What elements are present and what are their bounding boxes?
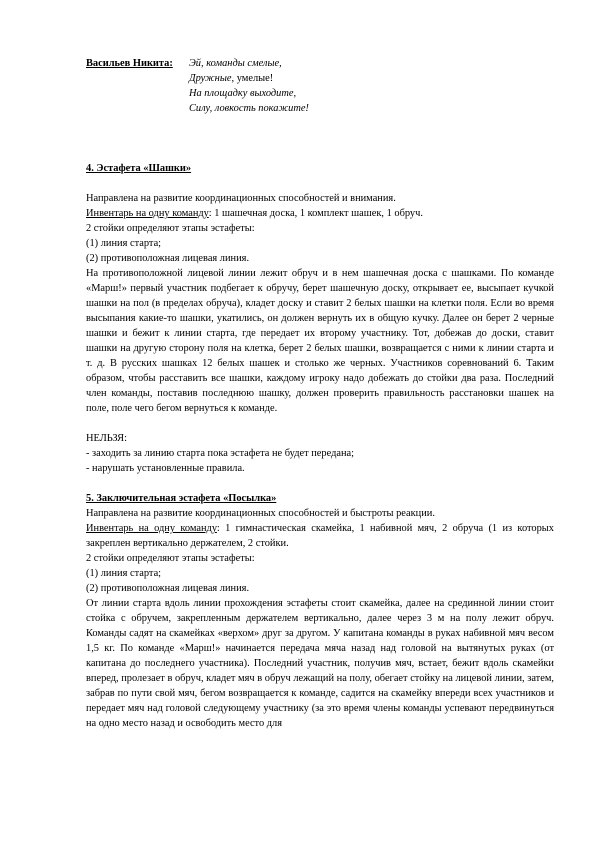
poem-line: Силу, ловкость покажите! (189, 103, 309, 114)
inventory-text: : 1 шашечная доска, 1 комплект шашек, 1 обруч. (208, 208, 423, 219)
start-line: (1) линия старта; (86, 568, 162, 579)
section-4 (86, 161, 554, 476)
start-line: (1) линия старта; (86, 238, 162, 249)
inventory-text: : 1 гимнастическая скамейка, 1 набивной мяч, 2 обруча (1 из которых закреплен вертикально держателем, 2 стойки. (86, 523, 554, 549)
description: На противоположной лицевой линии лежит обруч и в нем шашечная доска с шашками. По команде «Марш!» первый участник подбегает к обручу, берет шашечную доску, открывает ее, высыпает кучкой шашки на пол (в пределах обруча), кладет доску и ставит 2 белых шашки на клетки поля. Если во время высыпания какие-то шашки, укатились, он должен вернуть их в общую кучку. Далее он берет 2 черные шашки и бежит к линии старта, где передает их второму участнику. Тот, добежав до доски, ставит шашки на другую сторону поля на клетка, берет 2 белых шашки, возвращается с ними к линии старта и т. д. В русских шашках 12 белых шашек и столько же черных. Участников соревнований 6. Таким образом, чтобы расставить все шашки, каждому игроку надо добежать до стойки два раза. Последний член команды, поставив последнюю шашку, должен проверить правильность расстановки шашек на поле, поле чего бегом вернуться к команде. (86, 268, 554, 414)
inventory-label: Инвентарь на одну команду (86, 208, 209, 219)
poem-line-rest: , умелые! (231, 73, 274, 84)
section-5 (86, 491, 554, 731)
purpose: Направлена на развитие координационных способностей и внимания. (86, 193, 396, 204)
forbidden-title: НЕЛЬЗЯ: (86, 433, 127, 444)
forbidden-item: - нарушать установленные правила. (86, 463, 245, 474)
stands-text: 2 стойки определяют этапы эстафеты: (86, 553, 255, 564)
stands-text: 2 стойки определяют этапы эстафеты: (86, 223, 255, 234)
inventory (86, 206, 554, 221)
description: От линии старта вдоль линии прохождения эстафеты стоит скамейка, далее на срединной линии стоит стойка с обручем, закрепленным держателем вертикально, далее через 3 м на полу лежит обруч. Команды садят на скамейках «верхом» друг за другом. У капитана команды в руках набивной мяч весом 1,5 кг. По команде «Марш!» начинается передача мяча назад над головой на вытянутых руках (от капитана до последнего участника). Последний участник, получив мяч, встает, бежит вдоль скамейки вперед, пролезает в обруч, кладет мяч в обруч лежащий на полу, обегает стойку на лицевой линии, затем, забрав по пути свой мяч, бегом возвращается к команде, садится на скамейку впереди всех участников и передает мяч над головой следующему участнику (за это время члены команды успевают передвинуться на одно место назад и освободить место для (86, 598, 554, 729)
poem-line: Дружные (189, 73, 232, 84)
inventory (86, 521, 554, 551)
opposite-line: (2) противоположная лицевая линия. (86, 253, 250, 264)
forbidden-item: - заходить за линию старта пока эстафета не будет передана; (86, 448, 355, 459)
section-title: 5. Заключительная эстафета «Посылка» (86, 493, 277, 504)
purpose: Направлена на развитие координационных способностей и быстроты реакции. (86, 508, 435, 519)
poem-line: На площадку выходите, (189, 88, 297, 99)
poem (86, 56, 554, 116)
document-page (86, 56, 554, 731)
section-title: 4. Эстафета «Шашки» (86, 163, 192, 174)
opposite-line: (2) противоположная лицевая линия. (86, 583, 250, 594)
inventory-label: Инвентарь на одну команду (86, 523, 217, 534)
poem-line: Эй, команды смелые, (189, 58, 282, 69)
poem-speaker: Васильев Никита: (86, 58, 173, 69)
